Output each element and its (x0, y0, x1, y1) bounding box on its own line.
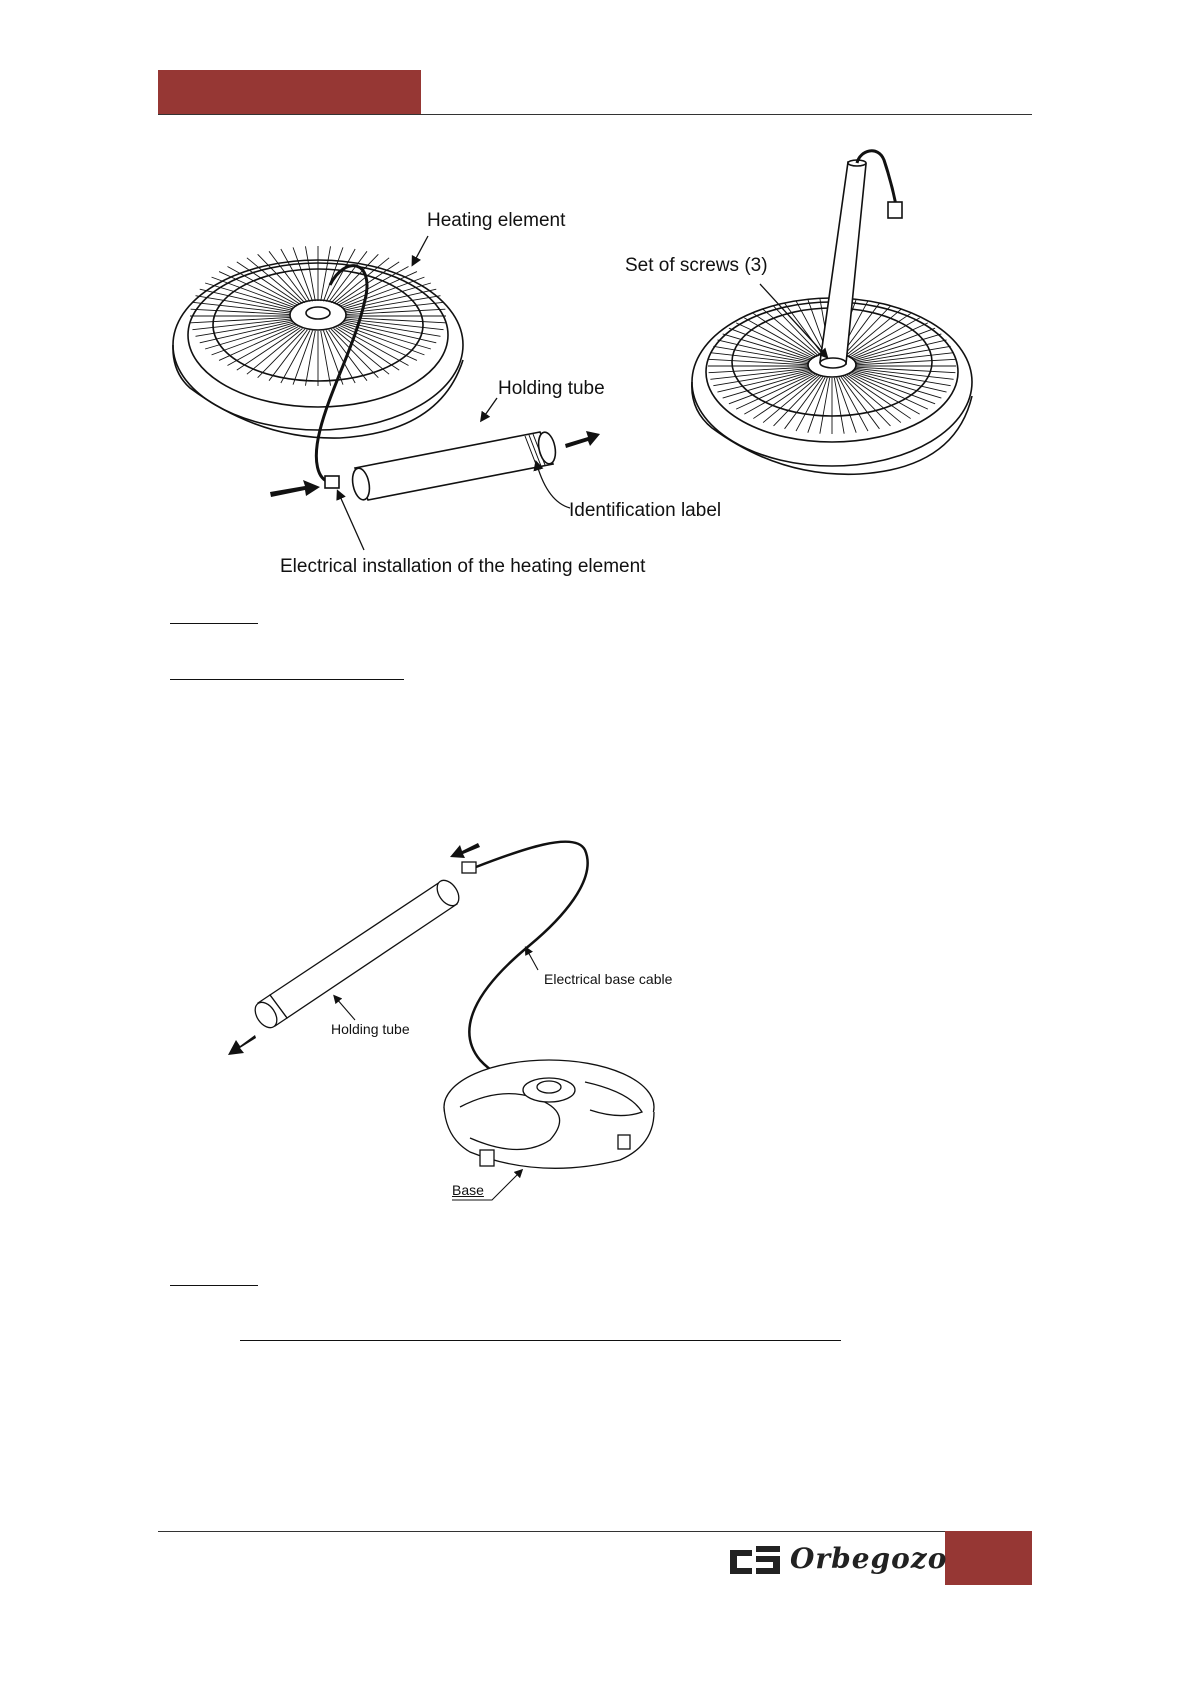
leader-electrical-installation (339, 494, 364, 550)
base-drawing (444, 1060, 654, 1168)
footer-divider (158, 1531, 945, 1532)
heating-element-right-drawing (692, 160, 972, 474)
tube-arrow-down (228, 1035, 256, 1055)
heating-element-left-drawing (173, 246, 463, 438)
base-connector (462, 862, 476, 873)
section-heading-underline (170, 623, 258, 624)
leader-heating-element (414, 236, 428, 262)
label-base: Base (452, 1182, 484, 1198)
leader-electrical-base-cable (527, 950, 538, 970)
footer-accent-bar (945, 1531, 1032, 1585)
label-electrical-base-cable: Electrical base cable (544, 971, 673, 987)
label-holding-tube-2: Holding tube (331, 1021, 410, 1037)
section-heading-underline-2 (170, 1285, 258, 1286)
connector-plug (325, 476, 339, 488)
label-set-of-screws: Set of screws (3) (625, 255, 768, 276)
subheading-underline (170, 679, 404, 680)
figure-base-assembly (0, 820, 1191, 1220)
label-electrical-installation: Electrical installation of the heating element (280, 556, 646, 577)
insert-arrow-left (270, 480, 320, 497)
brand-name: Orbegozo (790, 1542, 948, 1575)
top-connector (888, 202, 902, 218)
cable-arrow (450, 843, 480, 858)
label-holding-tube: Holding tube (498, 378, 605, 399)
electrical-base-cable (469, 842, 587, 1082)
brand-logo (728, 1540, 948, 1580)
subheading-underline-2 (240, 1340, 841, 1341)
label-heating-element: Heating element (427, 210, 566, 231)
leader-identification-label (537, 465, 570, 508)
leader-holding-tube (483, 398, 497, 418)
holding-tube-drawing (350, 431, 558, 501)
brand-mark-icon (728, 1540, 784, 1580)
leader-holding-tube-2 (336, 998, 355, 1020)
pull-arrow-right (565, 431, 600, 448)
holding-tube-2-drawing (251, 876, 464, 1031)
label-identification-label: Identification label (569, 500, 722, 521)
